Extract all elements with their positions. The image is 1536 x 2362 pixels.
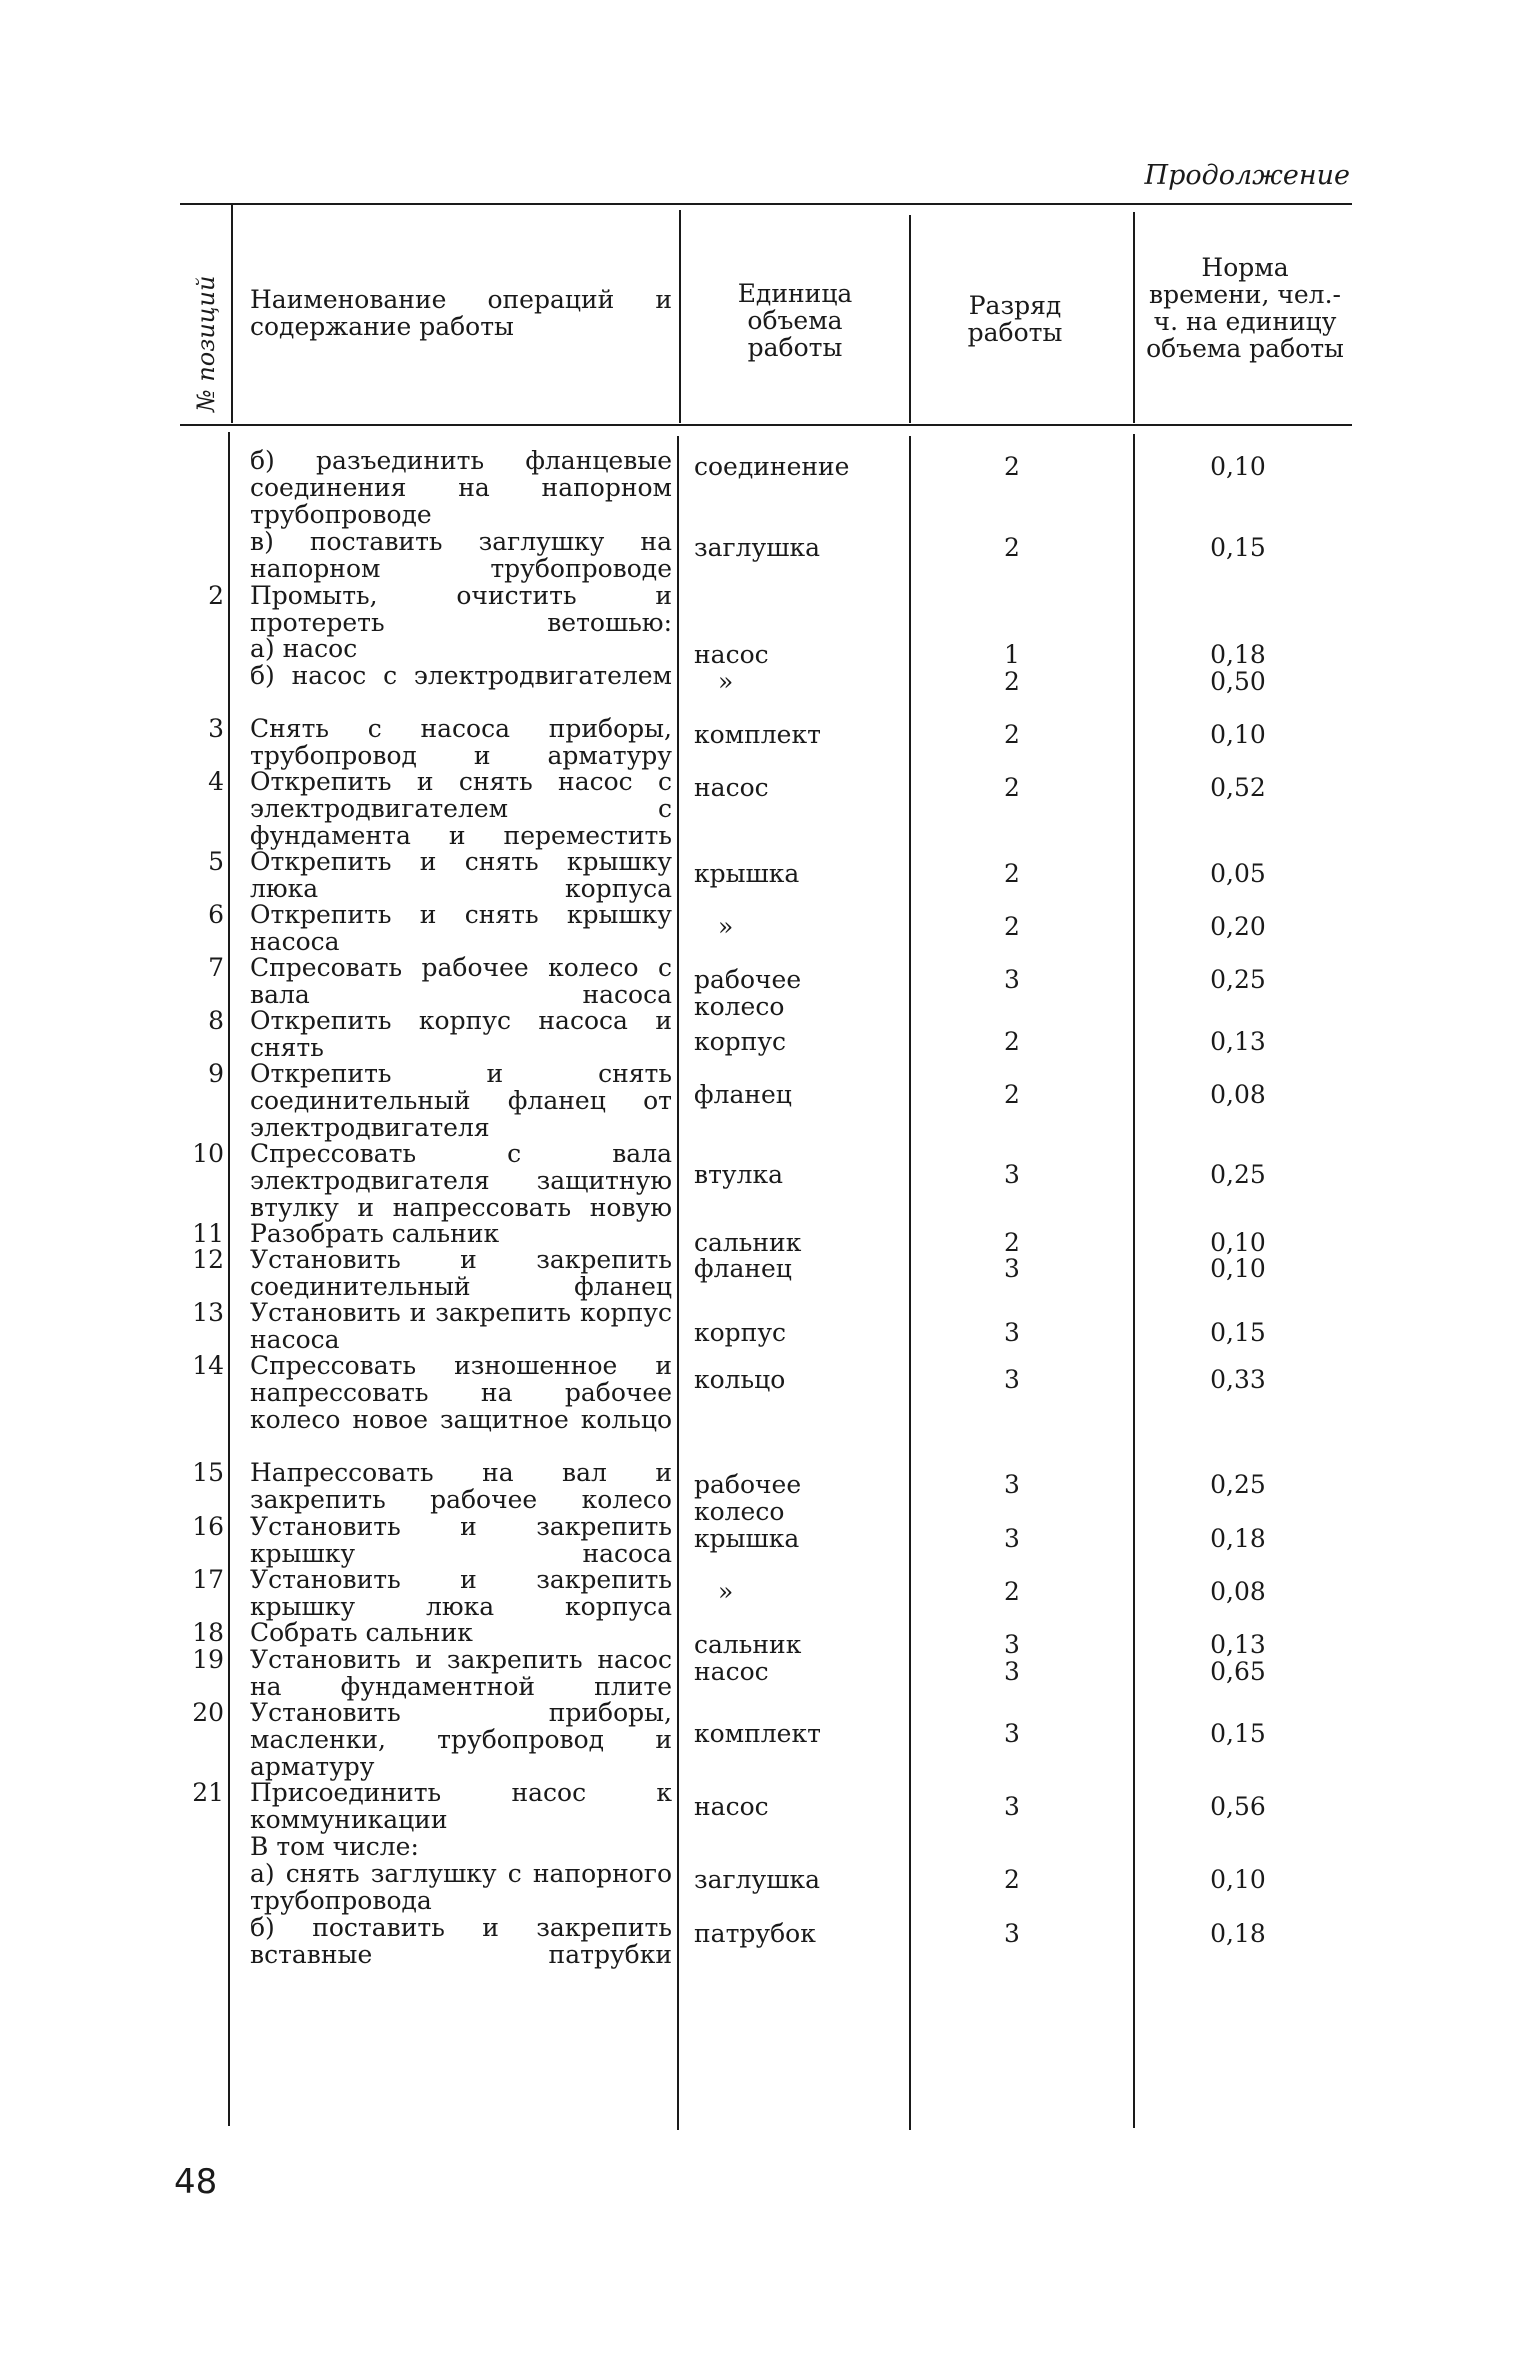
- norm-value: 0,18: [1210, 640, 1266, 669]
- grade-value: 3: [1004, 1719, 1020, 1748]
- grade-value: 3: [1004, 1524, 1020, 1553]
- header-divider: [909, 215, 911, 423]
- grade-value: 2: [1004, 912, 1020, 941]
- position-number: 10: [192, 1139, 224, 1168]
- operation-text: Открепить и снять крышку люка корпуса: [250, 847, 672, 903]
- operation-text: Присоединить насос к коммуникации: [250, 1778, 672, 1834]
- norm-value: 0,13: [1210, 1027, 1266, 1056]
- operation-text: Установить и закрепить крышку люка корпуса: [250, 1565, 672, 1621]
- norm-value: 0,50: [1210, 667, 1266, 696]
- grade-value: 3: [1004, 1365, 1020, 1394]
- position-number: 3: [208, 714, 224, 743]
- header-divider: [231, 205, 233, 423]
- position-number: 5: [208, 847, 224, 876]
- operation-text: а) насос: [250, 634, 358, 663]
- table-top-rule: [180, 203, 1352, 205]
- norm-value: 0,18: [1210, 1919, 1266, 1948]
- grade-value: 1: [1004, 640, 1020, 669]
- header-bottom-rule: [180, 424, 1352, 426]
- unit-text: комплект: [694, 720, 821, 749]
- grade-value: 3: [1004, 1470, 1020, 1499]
- grade-value: 2: [1004, 1577, 1020, 1606]
- operation-text: Спресовать рабочее колесо с вала насоса: [250, 953, 672, 1009]
- unit-text: насос: [694, 640, 769, 669]
- unit-text: фланец: [694, 1080, 792, 1109]
- grade-value: 3: [1004, 1919, 1020, 1948]
- operation-text: Напрессовать на вал и закрепить рабочее колесо: [250, 1458, 672, 1514]
- norm-value: 0,08: [1210, 1577, 1266, 1606]
- norm-value: 0,33: [1210, 1365, 1266, 1394]
- norm-value: 0,52: [1210, 773, 1266, 802]
- norm-value: 0,25: [1210, 1160, 1266, 1189]
- grade-value: 3: [1004, 1254, 1020, 1283]
- norm-value: 0,08: [1210, 1080, 1266, 1109]
- unit-text: патрубок: [694, 1919, 816, 1948]
- norm-value: 0,10: [1210, 452, 1266, 481]
- unit-text: корпус: [694, 1318, 787, 1347]
- header-operation: Наименование операций и содержание работы: [250, 285, 672, 341]
- operation-text: Открепить и снять соединительный фланец от электродвигателя: [250, 1059, 672, 1142]
- grade-value: 2: [1004, 533, 1020, 562]
- position-number: 18: [192, 1618, 224, 1647]
- column-divider: [228, 432, 230, 2126]
- unit-text: насос: [694, 773, 769, 802]
- unit-text: насос: [694, 1657, 769, 1686]
- header-unit: Единица объема работы: [737, 279, 853, 362]
- unit-text: крышка: [694, 1524, 800, 1553]
- operation-text: а) снять заглушку с напорного трубопровода: [250, 1859, 672, 1915]
- norm-value: 0,05: [1210, 859, 1266, 888]
- norm-value: 0,10: [1210, 720, 1266, 749]
- norm-value: 0,10: [1210, 1254, 1266, 1283]
- grade-value: 2: [1004, 1865, 1020, 1894]
- grade-value: 3: [1004, 1792, 1020, 1821]
- grade-value: 3: [1004, 1630, 1020, 1659]
- position-number: 6: [208, 900, 224, 929]
- page-number: 48: [174, 2162, 218, 2202]
- norm-value: 0,25: [1210, 1470, 1266, 1499]
- position-number: 2: [208, 581, 224, 610]
- position-number: 21: [192, 1778, 224, 1807]
- ditto-mark: »: [718, 912, 734, 941]
- position-number: 11: [192, 1219, 224, 1248]
- operation-text: Открепить корпус насоса и снять: [250, 1006, 672, 1062]
- unit-text: соединение: [694, 452, 850, 481]
- header-position-number: № позиций: [192, 275, 220, 412]
- position-number: 12: [192, 1245, 224, 1274]
- unit-text: кольцо: [694, 1365, 786, 1394]
- header-grade: Разряд работы: [967, 291, 1063, 347]
- position-number: 15: [192, 1458, 224, 1487]
- grade-value: 3: [1004, 965, 1020, 994]
- norm-value: 0,20: [1210, 912, 1266, 941]
- header-divider: [1133, 212, 1135, 423]
- operation-text: Открепить и снять насос с электродвигателем с фундамента и переместить: [250, 767, 672, 850]
- operation-text: Промыть, очистить и протереть ветошью:: [250, 581, 672, 637]
- position-number: 7: [208, 953, 224, 982]
- unit-text: сальник: [694, 1228, 802, 1257]
- position-number: 20: [192, 1698, 224, 1727]
- unit-text: сальник: [694, 1630, 802, 1659]
- grade-value: 2: [1004, 859, 1020, 888]
- norm-value: 0,15: [1210, 1318, 1266, 1347]
- grade-value: 3: [1004, 1657, 1020, 1686]
- norm-value: 0,15: [1210, 1719, 1266, 1748]
- operation-text: Собрать сальник: [250, 1618, 473, 1647]
- unit-text: насос: [694, 1792, 769, 1821]
- norm-value: 0,18: [1210, 1524, 1266, 1553]
- operation-text: Снять с насоса приборы, трубопровод и арматуру: [250, 714, 672, 770]
- operation-text: Спрессовать с вала электродвигателя защитную втулку и напрессовать новую: [250, 1139, 672, 1222]
- header-norm: Норма времени, чел.-ч. на единицу объема работы: [1146, 253, 1344, 363]
- operation-text: Установить и закрепить корпус насоса: [250, 1298, 672, 1354]
- position-number: 17: [192, 1565, 224, 1594]
- unit-text: заглушка: [694, 1865, 821, 1894]
- operation-text: Установить и закрепить крышку насоса: [250, 1512, 672, 1568]
- unit-text: втулка: [694, 1160, 784, 1189]
- unit-text: рабочее колесо: [694, 965, 802, 1021]
- operation-text: Разобрать сальник: [250, 1219, 500, 1248]
- operation-text: В том числе:: [250, 1832, 419, 1861]
- position-number: 9: [208, 1059, 224, 1088]
- norm-value: 0,65: [1210, 1657, 1266, 1686]
- norm-value: 0,25: [1210, 965, 1266, 994]
- unit-text: крышка: [694, 859, 800, 888]
- operation-text: Спрессовать изношенное и напрессовать на рабочее колесо новое защитное кольцо: [250, 1351, 672, 1434]
- norm-value: 0,13: [1210, 1630, 1266, 1659]
- operation-text: Установить и закрепить насос на фундаментной плите: [250, 1645, 672, 1701]
- norm-value: 0,10: [1210, 1228, 1266, 1257]
- continuation-label: Продолжение: [1144, 160, 1350, 191]
- operation-text: б) поставить и закрепить вставные патрубки: [250, 1913, 672, 1969]
- grade-value: 2: [1004, 1080, 1020, 1109]
- operation-text: в) поставить заглушку на напорном трубопроводе: [250, 527, 672, 583]
- column-divider: [1133, 434, 1135, 2128]
- operation-text: б) насос с электродвигателем: [250, 661, 672, 690]
- grade-value: 3: [1004, 1318, 1020, 1347]
- unit-text: заглушка: [694, 533, 821, 562]
- ditto-mark: »: [718, 667, 734, 696]
- position-number: 14: [192, 1351, 224, 1380]
- ditto-mark: »: [718, 1577, 734, 1606]
- grade-value: 3: [1004, 1160, 1020, 1189]
- position-number: 16: [192, 1512, 224, 1541]
- grade-value: 2: [1004, 667, 1020, 696]
- grade-value: 2: [1004, 1228, 1020, 1257]
- position-number: 8: [208, 1006, 224, 1035]
- grade-value: 2: [1004, 720, 1020, 749]
- operation-text: Открепить и снять крышку насоса: [250, 900, 672, 956]
- operation-text: б) разъединить фланцевые соединения на напорном трубопроводе: [250, 446, 672, 529]
- position-number: 13: [192, 1298, 224, 1327]
- norm-value: 0,56: [1210, 1792, 1266, 1821]
- grade-value: 2: [1004, 773, 1020, 802]
- position-number: 4: [208, 767, 224, 796]
- unit-text: фланец: [694, 1254, 792, 1283]
- unit-text: корпус: [694, 1027, 787, 1056]
- position-number: 19: [192, 1645, 224, 1674]
- norm-value: 0,15: [1210, 533, 1266, 562]
- operation-text: Установить и закрепить соединительный фланец: [250, 1245, 672, 1301]
- unit-text: рабочее колесо: [694, 1470, 802, 1526]
- norm-value: 0,10: [1210, 1865, 1266, 1894]
- grade-value: 2: [1004, 452, 1020, 481]
- unit-text: комплект: [694, 1719, 821, 1748]
- column-divider: [677, 436, 679, 2130]
- grade-value: 2: [1004, 1027, 1020, 1056]
- header-divider: [679, 210, 681, 423]
- operation-text: Установить приборы, масленки, трубопровод и арматуру: [250, 1698, 672, 1781]
